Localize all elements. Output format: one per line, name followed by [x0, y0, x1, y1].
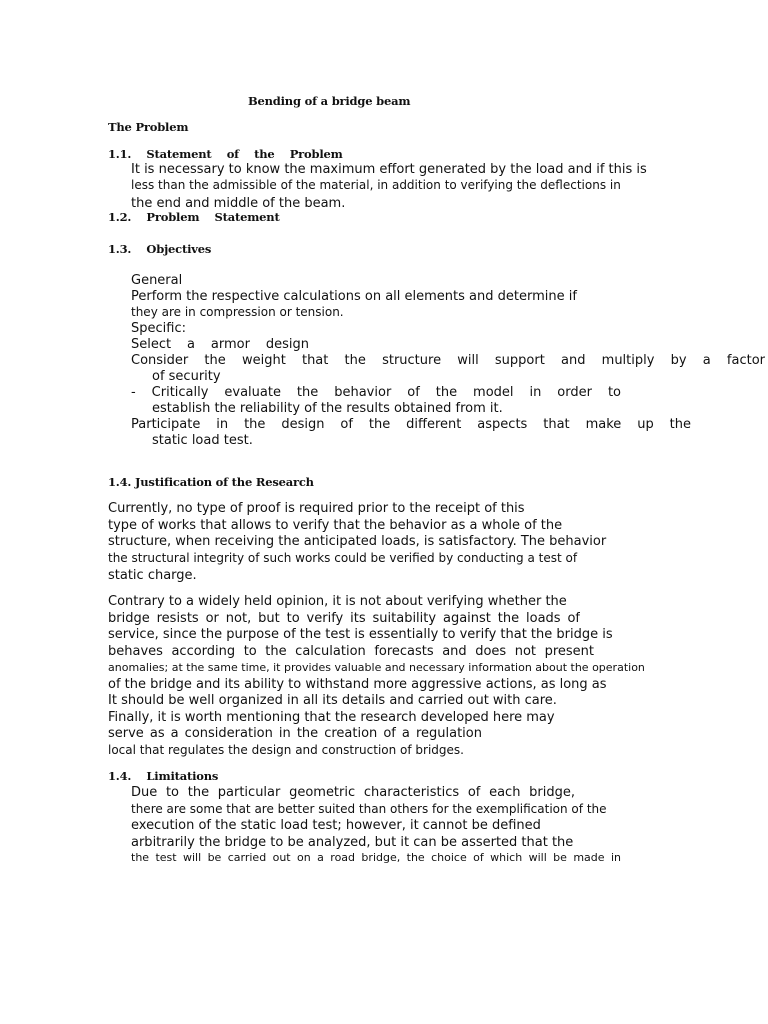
objectives-line-9: establish the reliability of the results obtained from it.: [152, 401, 503, 416]
section-1-3-heading: 1.3. Objectives: [108, 242, 212, 256]
objectives-line-6: Consider the weight that the structure will support and multiply by a factor: [131, 354, 765, 368]
heading-the-problem: The Problem: [108, 120, 189, 134]
objectives-general: General: [131, 273, 183, 288]
objectives-specific: Specific:: [131, 321, 186, 336]
para2-line-7: It should be well organized in all its details and carried out with care.: [108, 693, 557, 708]
s11-line-1: It is necessary to know the maximum effort generated by the load and if this is: [131, 162, 647, 177]
limitations-line-4: arbitrarily the bridge to be analyzed, but it can be asserted that the: [131, 835, 574, 850]
limitations-line-3: execution of the static load test; however, it cannot be defined: [131, 818, 541, 833]
para1-line-5: static charge.: [108, 568, 197, 583]
para2-line-9: serve as a consideration in the creation of a regulation: [108, 727, 482, 741]
section-1-4-justification-heading: 1.4. Justification of the Research: [108, 475, 314, 489]
s11-line-3: the end and middle of the beam.: [131, 196, 346, 211]
document-title: Bending of a bridge beam: [248, 94, 411, 108]
objectives-line-7: of security: [152, 369, 221, 384]
objectives-line-10: Participate in the design of the different aspects that make up the: [131, 418, 691, 432]
para2-line-3: service, since the purpose of the test is essentially to verify that the bridge is: [108, 627, 613, 642]
objectives-line-2: Perform the respective calculations on all elements and determine if: [131, 289, 577, 304]
para2-line-10: local that regulates the design and construction of bridges.: [108, 743, 464, 757]
para2-line-5: anomalies; at the same time, it provides valuable and necessary information about the operation: [108, 661, 645, 674]
section-1-4-limitations-heading: 1.4. Limitations: [108, 769, 219, 783]
para2-line-1: Contrary to a widely held opinion, it is not about verifying whether the: [108, 594, 567, 609]
para2-line-8: Finally, it is worth mentioning that the research developed here may: [108, 710, 555, 725]
limitations-line-1: Due to the particular geometric characteristics of each bridge,: [131, 786, 575, 800]
objectives-line-8: - Critically evaluate the behavior of the model in order to: [131, 386, 621, 400]
objectives-line-5: Select a armor design: [131, 338, 309, 352]
section-1-2-heading: 1.2. Problem Statement: [108, 210, 280, 224]
limitations-line-2: there are some that are better suited than others for the exemplification of the: [131, 802, 607, 816]
para2-line-2: bridge resists or not, but to verify its suitability against the loads of: [108, 612, 580, 626]
objectives-line-11: static load test.: [152, 433, 253, 448]
para1-line-1: Currently, no type of proof is required prior to the receipt of this: [108, 501, 525, 516]
s11-line-2: less than the admissible of the material, in addition to verifying the deflections in: [131, 178, 621, 192]
para1-line-2: type of works that allows to verify that the behavior as a whole of the: [108, 518, 563, 533]
objectives-line-3: they are in compression or tension.: [131, 305, 344, 319]
para2-line-4: behaves according to the calculation forecasts and does not present: [108, 645, 594, 659]
limitations-line-5: the test will be carried out on a road bridge, the choice of which will be made in: [131, 852, 621, 864]
para2-line-6: of the bridge and its ability to withstand more aggressive actions, as long as: [108, 677, 607, 692]
para1-line-4: the structural integrity of such works could be verified by conducting a test of: [108, 551, 578, 565]
para1-line-3: structure, when receiving the anticipated loads, is satisfactory. The behavior: [108, 534, 607, 549]
section-1-1-heading: 1.1. Statement of the Problem: [108, 147, 343, 161]
